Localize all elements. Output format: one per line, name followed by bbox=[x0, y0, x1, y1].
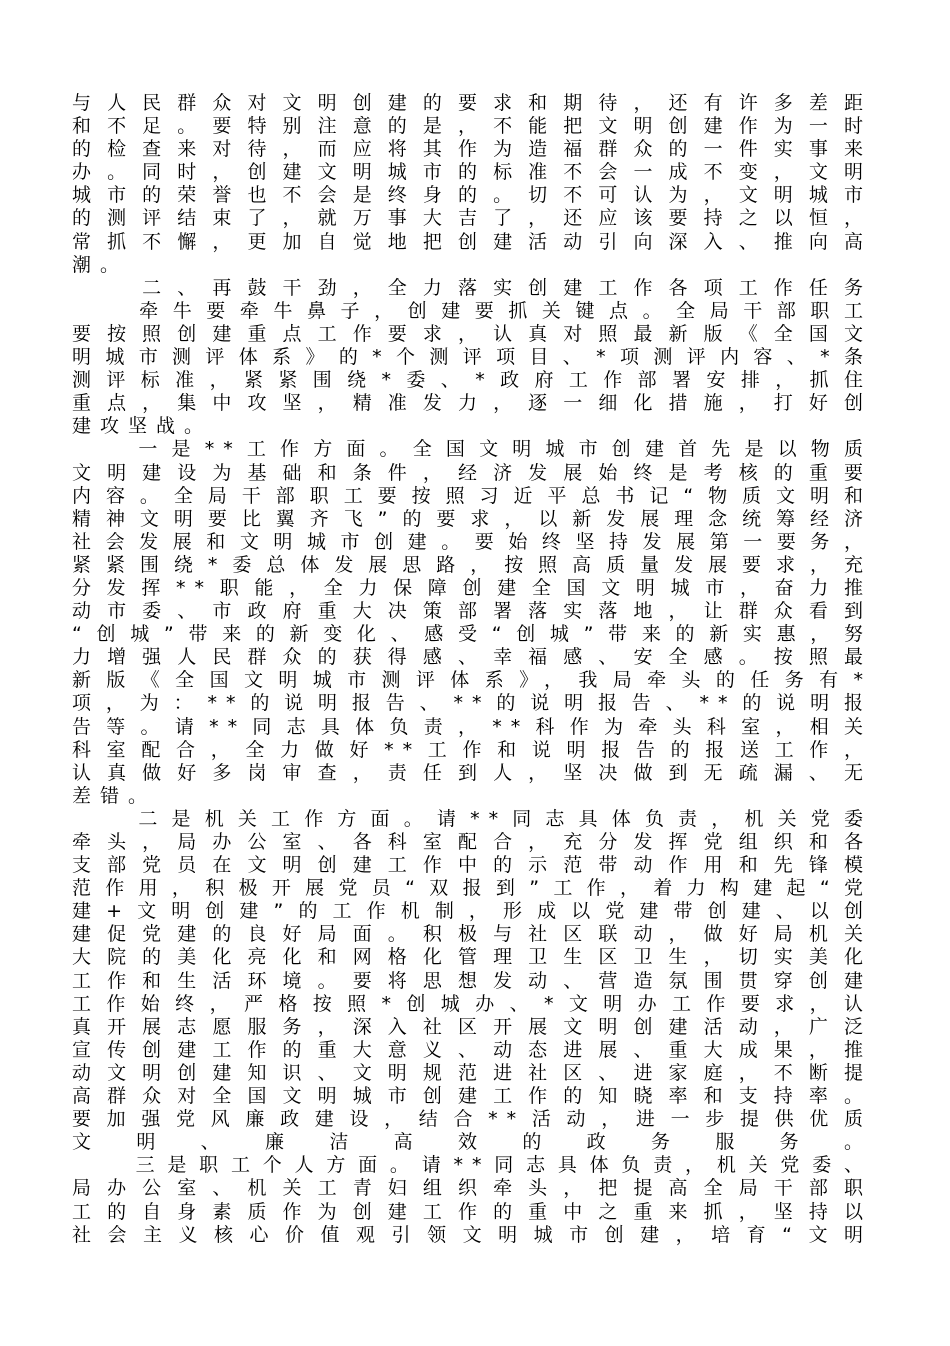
text-line: 紧紧围绕*委总体发展思路，按照高质量发展要求，充 bbox=[72, 553, 872, 576]
text-line: 工的自身素质作为创建工作的重中之重来抓，坚持以 bbox=[72, 1200, 872, 1223]
text-line: 建攻坚战。 bbox=[72, 415, 213, 438]
text-line: 文明、廉洁高效的政务服务。 bbox=[72, 1131, 872, 1154]
text-line: 工作始终，严格按照*创城办、*文明办工作要求，认 bbox=[72, 992, 872, 1015]
text-line: 范作用，积极开展党员“双报到”工作，着力构建起“党 bbox=[72, 877, 872, 900]
text-line: 精神文明要比翼齐飞”的要求，以新发展理念统筹经济 bbox=[72, 507, 872, 530]
text-line: 宣传创建工作的重大意义、动态进展、重大成果，推 bbox=[72, 1038, 872, 1061]
document-body bbox=[72, 92, 872, 1247]
text-line: 建+文明创建”的工作机制，形成以党建带创建、以创 bbox=[72, 900, 872, 923]
text-line: 社会主义核心价值观引领文明城市创建，培育“文明 bbox=[72, 1223, 872, 1246]
text-line: 要加强党风廉政建设，结合**活动，进一步提供优质 bbox=[72, 1108, 872, 1131]
text-line: 牵头，局办公室、各科室配合，充分发挥党组织和各 bbox=[72, 831, 872, 853]
text-line: 要按照创建重点工作要求，认真对照最新版《全国文 bbox=[72, 322, 872, 345]
text-line: “创城”带来的新变化、感受“创城”带来的新实惠，努 bbox=[72, 623, 872, 646]
text-line: 文明建设为基础和条件，经济发展始终是考核的重要 bbox=[72, 461, 872, 484]
text-line: 潮。 bbox=[72, 253, 129, 276]
text-line: 牵牛要牵牛鼻子，创建要抓关键点。全局干部职工 bbox=[72, 299, 872, 322]
text-line: 和不足。要特别注意的是，不能把文明创建作为一时 bbox=[72, 115, 872, 138]
text-line: 告等。请**同志具体负责，**科作为牵头科室，相关 bbox=[72, 715, 872, 738]
text-line: 测评标准，紧紧围绕*委、*政府工作部署安排，抓住 bbox=[72, 369, 872, 392]
text-line: 建促党建的良好局面。积极与社区联动，做好局机关 bbox=[72, 923, 872, 946]
text-line: 差错。 bbox=[72, 784, 157, 807]
text-line: 力增强人民群众的获得感、幸福感、安全感。按照最 bbox=[72, 646, 872, 669]
text-line: 大院的美化亮化和网格化管理卫生区卫生，切实美化 bbox=[72, 946, 872, 969]
text-line: 项，为：**的说明报告、**的说明报告、**的说明报 bbox=[72, 692, 872, 715]
text-line: 三是职工个人方面。请**同志具体负责，机关党委、 bbox=[72, 1154, 872, 1177]
text-line: 的检查来对待，而应将其作为造福群众的一件实事来 bbox=[72, 138, 872, 161]
text-line: 社会发展和文明城市创建。要始终坚持发展第一要务， bbox=[72, 530, 872, 553]
text-line: 明城市测评体系》的*个测评项目、*项测评内容、*条 bbox=[72, 346, 872, 369]
text-line: 二是机关工作方面。请**同志具体负责，机关党委 bbox=[72, 807, 872, 830]
text-line: 内容。全局干部职工要按照习近平总书记“物质文明和 bbox=[72, 484, 872, 507]
text-line: 的测评结束了，就万事大吉了，还应该要持之以恒， bbox=[72, 207, 872, 230]
text-line: 重点，集中攻坚，精准发力，逐一细化措施，打好创 bbox=[72, 392, 872, 415]
text-line: 工作和生活环境。要将思想发动、营造氛围贯穿创建 bbox=[72, 969, 872, 992]
text-line: 真开展志愿服务，深入社区开展文明创建活动，广泛 bbox=[72, 1015, 872, 1038]
text-line: 城市的荣誉也不会是终身的。切不可认为，文明城市 bbox=[72, 184, 872, 207]
text-line: 一是**工作方面。全国文明城市创建首先是以物质 bbox=[72, 438, 872, 461]
text-line: 常抓不懈，更加自觉地把创建活动引向深入、推向高 bbox=[72, 230, 872, 253]
text-line: 高群众对全国文明城市创建工作的知晓率和支持率。 bbox=[72, 1085, 872, 1108]
text-line: 认真做好多岗审查，责任到人，坚决做到无疏漏、无 bbox=[72, 761, 872, 784]
text-line: 支部党员在文明创建工作中的示范带动作用和先锋模 bbox=[72, 854, 872, 877]
text-line: 办。同时，创建文明城市的标准不会一成不变，文明 bbox=[72, 161, 872, 184]
text-line: 动文明创建知识、文明规范进社区、进家庭，不断提 bbox=[72, 1061, 872, 1084]
text-line: 新版《全国文明城市测评体系》，我局牵头的任务有* bbox=[72, 669, 872, 692]
text-line: 动市委、市政府重大决策部署落实落地，让群众看到 bbox=[72, 600, 872, 623]
text-line: 局办公室、机关工青妇组织牵头，把提高全局干部职 bbox=[72, 1177, 872, 1200]
section-heading: 二、再鼓干劲，全力落实创建工作各项工作任务 bbox=[72, 276, 872, 299]
text-line: 科室配合，全力做好**工作和说明报告的报送工作， bbox=[72, 738, 872, 761]
text-line: 分发挥**职能，全力保障创建全国文明城市，奋力推 bbox=[72, 576, 872, 599]
text-line: 与人民群众对文明创建的要求和期待，还有许多差距 bbox=[72, 92, 872, 114]
